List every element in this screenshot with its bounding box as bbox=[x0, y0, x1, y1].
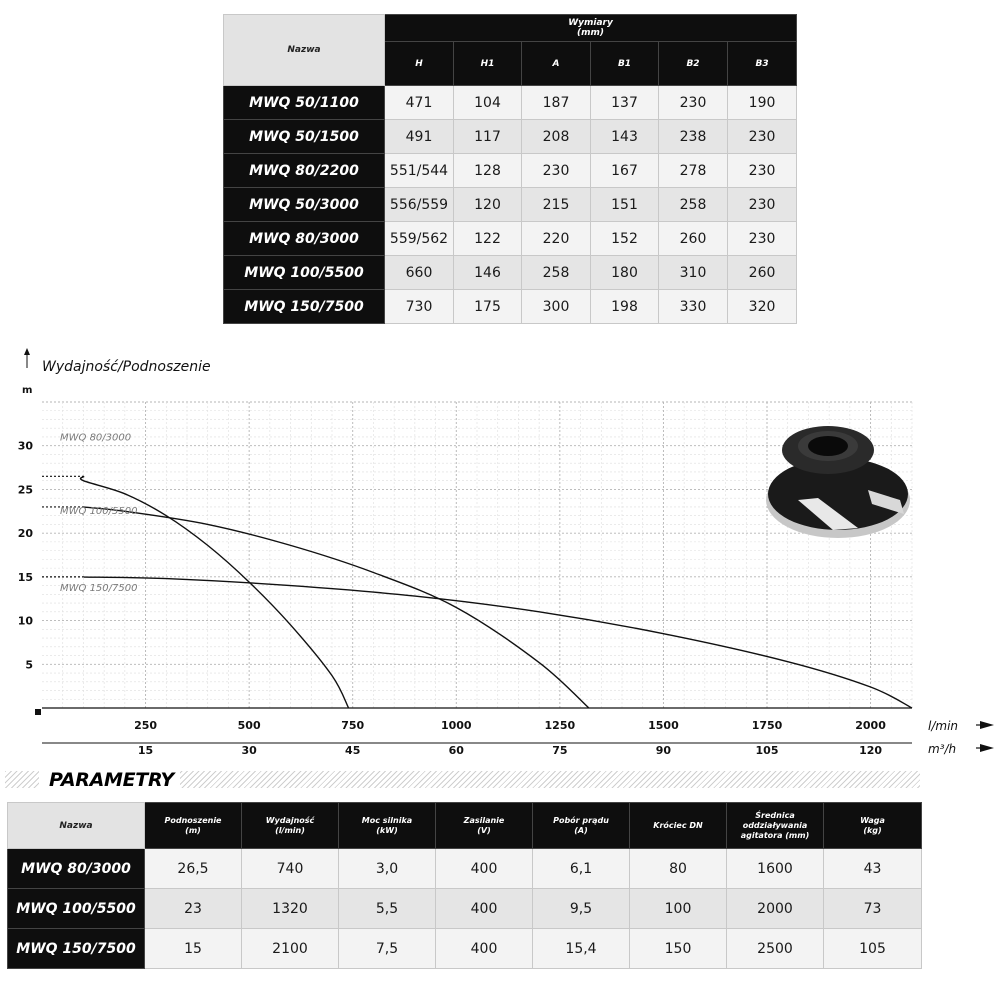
dim-cell: 556/559 bbox=[385, 188, 454, 222]
param-col-header bbox=[145, 803, 242, 849]
dim-cell: 260 bbox=[659, 222, 728, 256]
param-col-label: Podnoszenie bbox=[164, 815, 222, 825]
dim-cell: 300 bbox=[522, 290, 591, 324]
param-col-label: Waga bbox=[860, 815, 885, 825]
dim-cell: 258 bbox=[522, 256, 591, 290]
dimensions-table bbox=[223, 14, 797, 324]
dim-cell: 208 bbox=[522, 120, 591, 154]
parameters-title: PARAMETRY bbox=[43, 768, 180, 792]
param-col-unit: (l/min) bbox=[275, 825, 305, 835]
param-cell: 400 bbox=[436, 889, 533, 929]
dim-cell: 190 bbox=[728, 86, 797, 120]
dim-group-header bbox=[385, 15, 797, 42]
x-tick-label: 1250 bbox=[544, 719, 576, 732]
param-col-header bbox=[339, 803, 436, 849]
dim-row-name: MWQ 150/7500 bbox=[224, 290, 385, 324]
dim-cell: 146 bbox=[454, 256, 522, 290]
chart-grid bbox=[42, 402, 912, 708]
param-col-label: Średnica oddziaływania agitatora (mm) bbox=[740, 810, 810, 840]
param-col-label: Króciec DN bbox=[653, 820, 703, 830]
param-col-label: Wydajność bbox=[265, 815, 315, 825]
dim-cell: 180 bbox=[591, 256, 659, 290]
x2-tick-label: 90 bbox=[655, 744, 672, 757]
param-cell: 23 bbox=[145, 889, 242, 929]
y-tick-label: 10 bbox=[17, 614, 33, 628]
x-tick-label: 250 bbox=[134, 719, 158, 732]
dim-cell: 215 bbox=[522, 188, 591, 222]
performance-chart bbox=[0, 340, 1000, 765]
x2-tick-label: 120 bbox=[859, 744, 883, 757]
series-label: MWQ 80/3000 bbox=[60, 432, 132, 444]
dim-cell: 152 bbox=[591, 222, 659, 256]
param-cell: 15,4 bbox=[533, 929, 630, 969]
param-table-row bbox=[8, 889, 922, 929]
param-col-label: Pobór prądu bbox=[553, 815, 609, 825]
dim-cell: 559/562 bbox=[385, 222, 454, 256]
x-axis-label: l/min bbox=[928, 719, 959, 733]
param-row-name: MWQ 80/3000 bbox=[8, 849, 145, 889]
dim-row-name: MWQ 80/3000 bbox=[224, 222, 385, 256]
param-cell: 400 bbox=[436, 849, 533, 889]
impeller-image bbox=[766, 426, 910, 538]
chart-title: Wydajność/Podnoszenie bbox=[42, 359, 211, 375]
dim-cell: 230 bbox=[728, 188, 797, 222]
param-col-label: Moc silnika bbox=[361, 815, 413, 825]
dim-table-row bbox=[224, 120, 797, 154]
param-cell: 26,5 bbox=[145, 849, 242, 889]
param-cell: 2100 bbox=[242, 929, 339, 969]
param-cell: 5,5 bbox=[339, 889, 436, 929]
series-label: MWQ 100/5500 bbox=[60, 505, 138, 517]
dim-row-name: MWQ 80/2200 bbox=[224, 154, 385, 188]
param-cell: 2500 bbox=[727, 929, 824, 969]
hatch-left bbox=[5, 771, 39, 788]
param-col-header bbox=[727, 803, 824, 849]
dim-cell: 230 bbox=[728, 154, 797, 188]
dim-cell: 143 bbox=[591, 120, 659, 154]
param-row-name: MWQ 100/5500 bbox=[8, 889, 145, 929]
dim-row-name: MWQ 100/5500 bbox=[224, 256, 385, 290]
x2-tick-label: 15 bbox=[137, 744, 154, 757]
dim-row-name: MWQ 50/1100 bbox=[224, 86, 385, 120]
dim-cell: 167 bbox=[591, 154, 659, 188]
dim-cell: 198 bbox=[591, 290, 659, 324]
x2-tick-label: 75 bbox=[552, 744, 568, 757]
x2-tick-label: 45 bbox=[345, 744, 361, 757]
dim-cell: 278 bbox=[659, 154, 728, 188]
y-arrow-icon bbox=[24, 348, 30, 355]
hatch-right bbox=[170, 771, 920, 788]
dim-row-name: MWQ 50/3000 bbox=[224, 188, 385, 222]
dim-cell: 175 bbox=[454, 290, 522, 324]
series-label: MWQ 150/7500 bbox=[60, 582, 138, 594]
x-tick-label: 750 bbox=[341, 719, 365, 732]
impeller-eye bbox=[808, 436, 848, 456]
param-col-unit: (V) bbox=[477, 825, 491, 835]
dim-cell: 471 bbox=[385, 86, 454, 120]
param-col-unit: (A) bbox=[574, 825, 588, 835]
x-tick-label: 1000 bbox=[440, 719, 472, 732]
dim-cell: 238 bbox=[659, 120, 728, 154]
dim-cell: 260 bbox=[728, 256, 797, 290]
dim-cell: 120 bbox=[454, 188, 522, 222]
param-cell: 740 bbox=[242, 849, 339, 889]
dim-table-row bbox=[224, 222, 797, 256]
param-name-header: Nazwa bbox=[8, 803, 145, 849]
param-cell: 2000 bbox=[727, 889, 824, 929]
dim-table-row bbox=[224, 290, 797, 324]
param-cell: 105 bbox=[824, 929, 922, 969]
y-tick-label: 5 bbox=[25, 658, 33, 672]
param-col-header bbox=[824, 803, 922, 849]
dim-cell: 122 bbox=[454, 222, 522, 256]
dim-cell: 128 bbox=[454, 154, 522, 188]
x-tick-label: 1500 bbox=[648, 719, 679, 732]
dim-cell: 660 bbox=[385, 256, 454, 290]
dim-table-row bbox=[224, 256, 797, 290]
param-cell: 3,0 bbox=[339, 849, 436, 889]
dim-col-header: H bbox=[385, 42, 454, 86]
y-tick-label: 15 bbox=[17, 570, 33, 584]
dim-table-row bbox=[224, 188, 797, 222]
x-tick-label: 1750 bbox=[751, 719, 783, 732]
dim-table-row bbox=[224, 86, 797, 120]
dim-col-header: B3 bbox=[728, 42, 797, 86]
param-col-unit: (m) bbox=[185, 825, 201, 835]
parameters-banner bbox=[5, 768, 920, 792]
param-cell: 73 bbox=[824, 889, 922, 929]
dim-cell: 104 bbox=[454, 86, 522, 120]
dim-cell: 491 bbox=[385, 120, 454, 154]
dim-cell: 137 bbox=[591, 86, 659, 120]
param-cell: 15 bbox=[145, 929, 242, 969]
dim-cell: 230 bbox=[659, 86, 728, 120]
dim-cell: 187 bbox=[522, 86, 591, 120]
dim-group-title: Wymiary bbox=[568, 18, 613, 28]
x2-tick-label: 30 bbox=[241, 744, 257, 757]
chart-axes bbox=[24, 348, 994, 752]
dim-group-unit: (mm) bbox=[577, 28, 605, 38]
x2-axis-label: m³/h bbox=[928, 742, 957, 756]
param-row-name: MWQ 150/7500 bbox=[8, 929, 145, 969]
x-tick-label: 500 bbox=[237, 719, 261, 732]
dim-name-header: Nazwa bbox=[224, 15, 385, 86]
param-cell: 400 bbox=[436, 929, 533, 969]
y-axis-label: m bbox=[22, 385, 33, 396]
dim-col-header: B1 bbox=[591, 42, 659, 86]
dim-cell: 230 bbox=[728, 222, 797, 256]
dim-cell: 310 bbox=[659, 256, 728, 290]
param-cell: 80 bbox=[630, 849, 727, 889]
dim-cell: 117 bbox=[454, 120, 522, 154]
param-col-header bbox=[630, 803, 727, 849]
param-cell: 7,5 bbox=[339, 929, 436, 969]
param-cell: 6,1 bbox=[533, 849, 630, 889]
param-table-row bbox=[8, 929, 922, 969]
y-tick-label: 25 bbox=[17, 483, 33, 497]
dim-cell: 151 bbox=[591, 188, 659, 222]
dim-cell: 730 bbox=[385, 290, 454, 324]
param-cell: 1320 bbox=[242, 889, 339, 929]
dim-cell: 230 bbox=[728, 120, 797, 154]
dim-col-header: B2 bbox=[659, 42, 728, 86]
y-tick-label: 30 bbox=[17, 439, 33, 453]
x-tick-label: 2000 bbox=[855, 719, 886, 732]
dim-row-name: MWQ 50/1500 bbox=[224, 120, 385, 154]
parameters-table bbox=[7, 802, 922, 969]
param-col-header bbox=[242, 803, 339, 849]
param-col-header bbox=[436, 803, 533, 849]
param-cell: 1600 bbox=[727, 849, 824, 889]
origin-marker bbox=[35, 709, 41, 715]
param-cell: 150 bbox=[630, 929, 727, 969]
dim-cell: 330 bbox=[659, 290, 728, 324]
param-table-row bbox=[8, 849, 922, 889]
dim-col-header: A bbox=[522, 42, 591, 86]
x2-tick-label: 105 bbox=[755, 744, 779, 757]
param-col-header bbox=[533, 803, 630, 849]
dim-cell: 551/544 bbox=[385, 154, 454, 188]
y-tick-label: 20 bbox=[17, 527, 33, 541]
x2-tick-label: 60 bbox=[448, 744, 464, 757]
dim-cell: 320 bbox=[728, 290, 797, 324]
param-cell: 43 bbox=[824, 849, 922, 889]
dim-table-row bbox=[224, 154, 797, 188]
param-col-unit: (kW) bbox=[376, 825, 398, 835]
param-cell: 9,5 bbox=[533, 889, 630, 929]
chart-ticks bbox=[18, 440, 887, 757]
dim-cell: 220 bbox=[522, 222, 591, 256]
param-cell: 100 bbox=[630, 889, 727, 929]
param-col-unit: (kg) bbox=[863, 825, 882, 835]
param-col-label: Zasilanie bbox=[463, 815, 505, 825]
dim-cell: 258 bbox=[659, 188, 728, 222]
dim-col-header: H1 bbox=[454, 42, 522, 86]
dim-cell: 230 bbox=[522, 154, 591, 188]
